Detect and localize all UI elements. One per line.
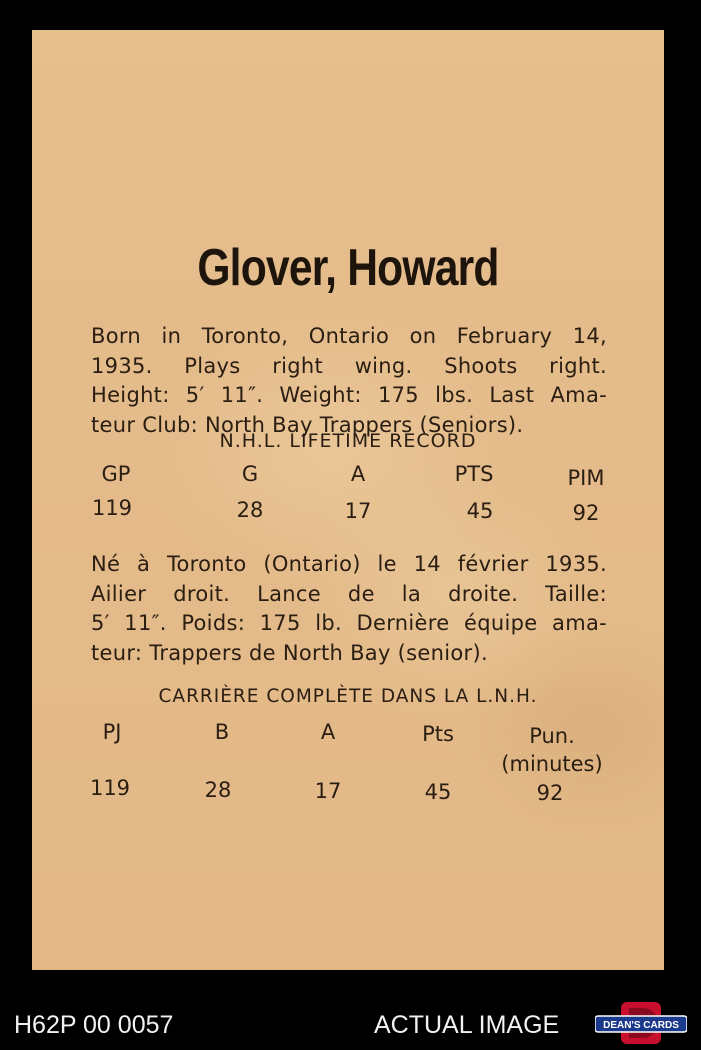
english-bio-line: Born in Toronto, Ontario on February 14,	[91, 324, 607, 348]
stat-value-b: 28	[204, 778, 232, 802]
english-bio-line: Height: 5′ 11″. Weight: 175 lbs. Last Ama-	[91, 383, 607, 407]
stat-header-pim: PIM	[567, 466, 605, 490]
english-stats-heading: N.H.L. LIFETIME RECORD	[219, 430, 477, 452]
stat-value-pts-fr: 45	[424, 780, 452, 804]
stat-header-pun: Pun.	[529, 724, 575, 748]
player-name: Glover, Howard	[197, 239, 499, 297]
deans-cards-logo-icon	[595, 1002, 687, 1044]
logo-text: DEAN'S CARDS	[603, 1020, 679, 1031]
card-back	[32, 30, 664, 970]
item-code: H62P 00 0057	[14, 1011, 174, 1039]
english-bio-line: 1935. Plays right wing. Shoots right.	[91, 353, 607, 378]
stat-value-pun: 92	[536, 781, 564, 805]
stat-header-a: A	[350, 462, 366, 486]
stat-header-a-fr: A	[320, 720, 336, 744]
stat-value-pts: 45	[466, 499, 494, 523]
stat-value-pj: 119	[89, 776, 131, 800]
french-bio	[91, 550, 607, 668]
stat-header-b: B	[214, 720, 230, 744]
stat-value-gp: 119	[91, 496, 133, 520]
stat-header-pj: PJ	[102, 720, 122, 744]
stat-subheader-minutes: (minutes)	[501, 752, 603, 776]
stat-value-g: 28	[236, 498, 264, 522]
stat-value-pim: 92	[572, 501, 600, 525]
stat-header-g: G	[241, 462, 259, 486]
french-bio-line: Né à Toronto (Ontario) le 14 février 1935.	[91, 552, 607, 576]
stat-header-pts: PTS	[454, 462, 494, 486]
french-bio-line: teur: Trappers de North Bay (senior).	[91, 640, 488, 665]
stat-header-pts-fr: Pts	[422, 722, 454, 746]
stat-value-a: 17	[344, 499, 372, 523]
stat-value-a-fr: 17	[314, 779, 342, 803]
english-bio-line: teur Club: North Bay Trappers (Seniors).	[91, 412, 524, 437]
actual-image-label: ACTUAL IMAGE	[374, 1011, 560, 1039]
stat-header-gp: GP	[101, 462, 131, 486]
french-bio-line: 5′ 11″. Poids: 175 lb. Dernière équipe ama-	[91, 611, 607, 635]
french-bio-line: Ailier droit. Lance de la droite. Taille:	[91, 581, 607, 606]
english-bio	[91, 322, 607, 440]
french-stats-heading: CARRIÈRE COMPLÈTE DANS LA L.N.H.	[158, 686, 538, 707]
